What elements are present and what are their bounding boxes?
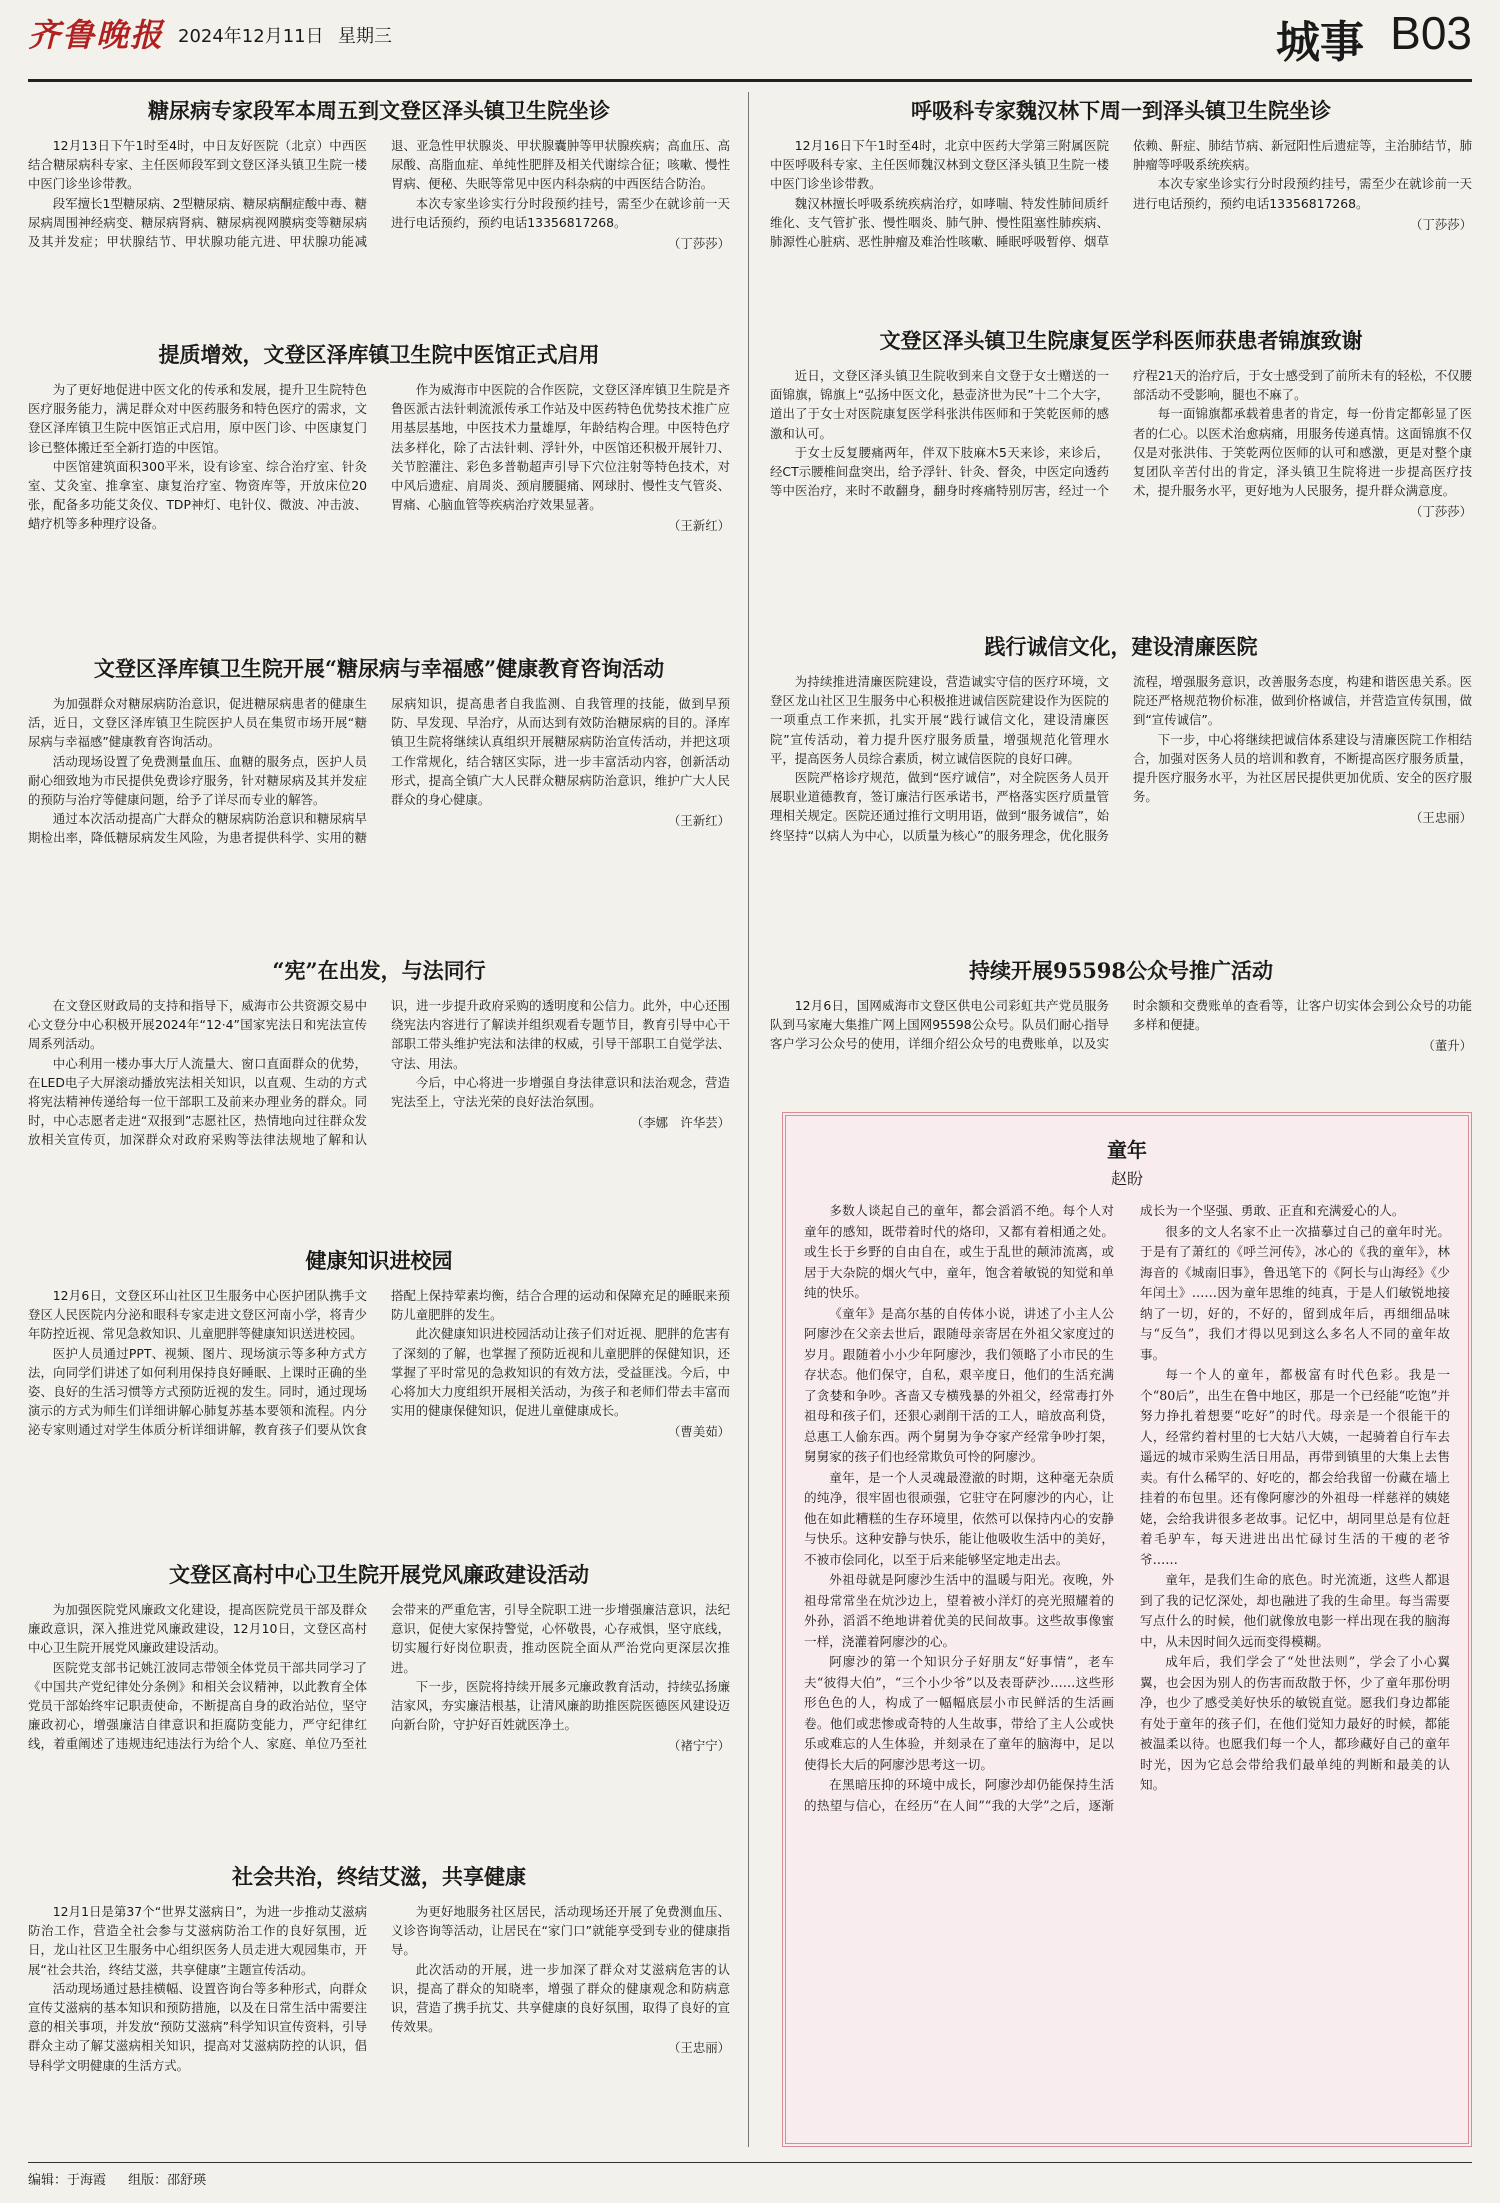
article-paragraph: 12月1日是第37个“世界艾滋病日”，为进一步推动艾滋病防治工作，营造全社会参与艾滋病防治工作的良好氛围，近日，龙山社区卫生服务中心组织医务人员走进大观园集市，开展“社会共治，终结艾滋，共享健康”主题宣传活动。 [28, 1904, 367, 1977]
article-title: 持续开展95598公众号推广活动 [968, 958, 1274, 983]
article-paragraph: 为加强医院党风廉政文化建设，提高医院党员干部及群众廉政意识，深入推进党风廉政建设，12月10日，文登区高村中心卫生院开展党风廉政建设活动。 [28, 1602, 367, 1656]
feature-paragraph: 外祖母就是阿廖沙生活中的温暖与阳光。夜晚，外祖母常常坐在炕沙边上，望着被小洋灯的亮光照耀着的外孙，滔滔不绝地讲着优美的民间故事。这些故事像蜜一样，浇灌着阿廖沙的心。 [804, 1572, 1114, 1649]
article-health-campus [28, 1246, 730, 1556]
article-author: （丁莎莎） [668, 236, 730, 252]
article-diabetes-expert [28, 96, 730, 336]
page-footer [28, 2162, 1472, 2194]
article-paragraph: 作为威海市中医院的合作医院，文登区泽库镇卫生院是齐鲁医派古法针刺流派传承工作站及中医药特色优势技术推广应用基层基地，中医技术力量雄厚，年龄结构合理。中医特色疗法多样化，除了古法针刺、浮针外，中医馆还积极开展针刀、关节腔灌注、彩色多普勒超声引导下穴位注射等特色技术，对中风后遗症、肩周炎、颈肩腰腿痛、网球肘、慢性支气管炎、胃痛、心脑血管等疾病治疗效果显著。 [391, 382, 730, 513]
article-author: （董升） [1422, 1038, 1472, 1054]
feature-byline: 赵盼 [1110, 1169, 1143, 1188]
newspaper-logo: 齐鲁晚报 [28, 16, 165, 54]
article-95598-promo [770, 956, 1472, 1102]
feature-paragraph: 很多的文人名家不止一次描摹过自己的童年时光。于是有了萧红的《呼兰河传》，冰心的《我的童年》，林海音的《城南旧事》，鲁迅笔下的《阿长与山海经》《少年闰土》……因为童年思维的纯真，于是人们敏锐地接纳了一切，好的，不好的，留到成年后，再细细品味与“反刍”，我们才得以见到这么多名人不同的童年故事。 [1140, 1223, 1450, 1362]
article-paragraph: 此次健康知识进校园活动让孩子们对近视、肥胖的危害有了深刻的了解，也掌握了预防近视和儿童肥胖的保健知识，还掌握了平时常见的急救知识的有效方法，受益匪浅。今后，中心将加大力度组织开展相关活动，为孩子和老师们带去丰富而实用的健康保健知识，促进儿童健康成长。 [391, 1326, 730, 1419]
article-body [770, 136, 1472, 251]
article-title: 文登区泽头镇卫生院康复医学科医师获患者锦旗致谢 [879, 328, 1363, 353]
article-paragraph: 医院严格诊疗规范，做到“医疗诚信”，对全院医务人员开展职业道德教育，签订廉洁行医承诺书，严格落实医疗质量管理相关规定。医院还通过推行文明用语，做到“服务诚信”，始终坚持“以病人为中心，以质量为核心”的服务理念，优化服务流程，增强服务意识，改善服务态度，构建和谐医患关系。医院还严格规范物价标准，做到价格诚信，并营造宣传氛围，做到“宣传诚信”。 [770, 674, 1472, 843]
article-author: （王忠丽） [668, 2040, 730, 2056]
article-author: （王新红） [668, 813, 730, 829]
article-paragraph: 12月6日，文登区环山社区卫生服务中心医护团队携手文登区人民医院内分泌和眼科专家走进文登区河南小学，将青少年防控近视、常见急救知识、儿童肥胖等健康知识送进校园。 [28, 1288, 367, 1342]
article-author: （王忠丽） [1410, 810, 1472, 826]
article-body [28, 380, 730, 536]
article-respiratory-expert [770, 96, 1472, 322]
feature-body [804, 1201, 1450, 1816]
article-paragraph: 于女士反复腰痛两年，伴双下肢麻木5天来诊，来诊后，经CT示腰椎间盘突出，给予浮针、针灸、督灸，中医定向透药等中医治疗，来时不敢翻身，翻身时疼痛特别厉害，经过一个疗程21天的治疗后，于女士感受到了前所未有的轻松，不仅腰部活动不受影响，腿也不麻了。 [770, 368, 1472, 499]
article-title: 呼吸科专家魏汉林下周一到泽头镇卫生院坐诊 [911, 98, 1331, 123]
article-paragraph: 活动现场通过悬挂横幅、设置咨询台等多种形式，向群众宣传艾滋病的基本知识和预防措施，以及在日常生活中需要注意的相关事项，并发放“预防艾滋病”科学知识宣传资料，引导群众主动了解艾滋病相关知识，提高对艾滋病防控的认识，倡导科学文明健康的生活方式。 [28, 1980, 367, 2073]
article-paragraph: 近日，文登区泽头镇卫生院收到来自文登于女士赠送的一面锦旗，锦旗上“弘扬中医文化，悬壶济世为民”十二个大字，道出了于女士对医院康复医学科张洪伟医师和于笑乾医师的感激和认可。 [770, 368, 1109, 441]
article-paragraph: 中心利用一楼办事大厅人流量大、窗口直面群众的优势，在LED电子大屏滚动播放宪法相关知识，以直观、生动的方式将宪法精神传递给每一位干部职工及前来办理业务的群众。同时，中心志愿者走进“双报到”志愿社区，热情地向过往群众发放相关宣传页，加深群众对政府采购等法律法规地了解和认识，进一步提升政府采购的透明度和公信力。此外，中心还围绕宪法内容进行了解读并组织观看专题节目，教育引导中心干部职工带头维护宪法和法律的权威，引导干部职工自觉学法、守法、用法。 [28, 998, 730, 1148]
article-body [28, 1600, 730, 1756]
article-paragraph: 医护人员通过PPT、视频、图片、现场演示等多种方式方法，向同学们讲述了如何利用保持良好睡眠、上课时正确的坐姿、良好的生活习惯等方式预防近视的发生。同时，通过现场演示的方式为师生们详细讲解心肺复苏基本要领和流程。内分泌专家则通过对学生体质分析详细讲解，教育孩子们要从饮食搭配上保持荤素均衡，结合合理的运动和保障充足的睡眠来预防儿童肥胖的发生。 [28, 1288, 730, 1438]
article-paragraph: 段军擅长1型糖尿病、2型糖尿病、糖尿病酮症酸中毒、糖尿病周围神经病变、糖尿病肾病、糖尿病视网膜病变等糖尿病及其并发症；甲状腺结节、甲状腺功能亢进、甲状腺功能减退、亚急性甲状腺炎、甲状腺囊肿等甲状腺疾病；高血压、高尿酸、高脂血症、单纯性肥胖及相关代谢综合征；咳嗽、慢性胃病、便秘、失眠等常见中医内科杂病的中西医结合防治。 [28, 138, 730, 250]
article-body [28, 1902, 730, 2075]
section-name: 城事 [1276, 17, 1364, 68]
article-body [770, 996, 1472, 1056]
article-author: （丁莎莎） [1410, 216, 1472, 232]
article-body [28, 996, 730, 1150]
article-paragraph: 12月6日，国网威海市文登区供电公司彩虹共产党员服务队到马家庵大集推广网上国网95598公众号。队员们耐心指导客户学习公众号的使用，详细介绍公众号的电费账单，以及实时余额和交费账单的查看等，让客户切实体会到公众号的功能多样和便捷。 [770, 998, 1472, 1052]
editor-credit: 编辑：于海霞 [28, 2173, 107, 2188]
article-paragraph: 每一面锦旗都承载着患者的肯定，每一份肯定都彰显了医者的仁心。以医术治愈病痛，用服务传递真情。这面锦旗不仅仅是对张洪伟、于笑乾两位医师的认可和感激，更是对整个康复团队辛苦付出的肯定，泽头镇卫生院将进一步提高医疗技术，提升服务水平，更好地为人民服务，提升群众满意度。 [1133, 406, 1472, 499]
article-paragraph: 为更好地服务社区居民，活动现场还开展了免费测血压、义诊咨询等活动，让居民在“家门口”就能享受到专业的健康指导。 [391, 1904, 730, 1958]
issue-weekday: 星期三 [338, 26, 392, 47]
article-paragraph: 为加强群众对糖尿病防治意识，促进糖尿病患者的健康生活，近日，文登区泽库镇卫生院医护人员在集贸市场开展“糖尿病与幸福感”健康教育咨询活动。 [28, 696, 367, 750]
article-body [770, 366, 1472, 522]
feature-paragraph: 成年后，我们学会了“处世法则”，学会了小心翼翼，也会因为别人的伤害而敌散于怀，少了童年那份明净，也少了感受美好快乐的敏锐直觉。愿我们身边都能有处于童年的孩子们，在他们觉知力最好的时候，都能被温柔以待。也愿我们每一个人，都珍藏好自己的童年时光，因为它总会带给我们最单纯的判断和最美的认知。 [1140, 1654, 1450, 1792]
layout-credit: 组版：邵舒瑛 [128, 2173, 207, 2188]
article-rehab-banner [770, 326, 1472, 628]
article-paragraph: 今后，中心将进一步增强自身法律意识和法治观念，营造宪法至上，守法光荣的良好法治氛围。 [391, 1074, 730, 1110]
feature-paragraph: 阿廖沙的第一个知识分子好朋友“好事情”，老车夫“彼得大伯”，“三个小少爷”以及表哥萨沙……这些形形色色的人，构成了一幅幅底层小市民鲜活的生活画卷。他们或悲惨或奇特的人生故事，带给了主人公或快乐或难忘的人生体验，并刻录在了童年的脑海中，足以使得长大后的阿廖沙思考这一切。 [804, 1654, 1114, 1772]
article-body [28, 1286, 730, 1442]
feature-paragraph: 在黑暗压抑的环境中成长，阿廖沙却仍能保持生活的热望与信心，在经历“在人间”“我的大学”之后，逐渐成长为一个坚强、勇敢、正直和充满爱心的人。 [804, 1203, 1405, 1813]
article-body [28, 136, 730, 253]
feature-paragraph: 多数人谈起自己的童年，都会滔滔不绝。每个人对童年的感知，既带着时代的烙印，又都有着相通之处。或生长于乡野的自由自在，或生于乱世的颠沛流离，或居于大杂院的烟火气中，童年，饱含着敏锐的知觉和单纯的快乐。 [804, 1203, 1114, 1300]
article-paragraph: 下一步，医院将持续开展多元廉政教育活动，持续弘扬廉洁家风，夯实廉洁根基，让清风廉韵助推医院医德医风建设迈向新台阶，守护好百姓就医净土。 [391, 1678, 730, 1733]
article-paragraph: 12月16日下午1时至4时，北京中医药大学第三附属医院中医呼吸科专家、主任医师魏汉林到文登区泽头镇卫生院一楼中医门诊坐诊带教。 [770, 138, 1109, 192]
article-body [770, 672, 1472, 845]
article-title: 社会共治，终结艾滋，共享健康 [232, 1864, 526, 1889]
article-title: 践行诚信文化，建设清廉医院 [984, 634, 1258, 659]
article-paragraph: 医院党支部书记姚江波同志带领全体党员干部共同学习了《中国共产党纪律处分条例》和相关会议精神，以此教育全体党员干部始终牢记职责使命，不断提高自身的政治站位，坚守廉政初心，增强廉洁自律意识和拒腐防变能力，严守纪律红线，着重阐述了违规违纪违法行为给个人、家庭、单位乃至社会带来的严重危害，引导全院职工进一步增强廉洁意识，法纪意识，促使大家保持警觉，心怀敬畏，心存戒惧，坚守底线，切实履行好岗位职责，推动医院全面从严治党向更深层次推进。 [28, 1602, 730, 1752]
feature-title: 童年 [1107, 1138, 1147, 1162]
article-paragraph: 通过本次活动提高广大群众的糖尿病防治意识和糖尿病早期检出率，降低糖尿病发生风险，为患者提供科学、实用的糖尿病知识，提高患者自我监测、自我管理的技能，做到早预防、早发现、早治疗，从而达到有效防治糖尿病的目的。泽库镇卫生院将继续认真组织开展糖尿病防治宣传活动，并把这项工作常规化，结合辖区实际，进一步丰富活动内容，创新活动形式，提高全镇广大人民群众糖尿病防治意识，维护广大人民群众的身心健康。 [28, 696, 730, 846]
article-constitution [28, 956, 730, 1242]
article-author: （丁莎莎） [1410, 504, 1472, 520]
article-title: 文登区泽库镇卫生院开展“糖尿病与幸福感”健康教育咨询活动 [93, 656, 665, 681]
article-paragraph: 活动现场设置了免费测量血压、血糖的服务点，医护人员耐心细致地为市民提供免费诊疗服务，针对糖尿病及其并发症的预防与治疗等健康问题，给予了详尽而专业的解答。 [28, 753, 367, 808]
article-title: 糖尿病专家段军本周五到文登区泽头镇卫生院坐诊 [148, 98, 610, 123]
article-body [28, 694, 730, 848]
masthead [28, 0, 1472, 82]
feature-paragraph: 童年，是我们生命的底色。时光流逝，这些人都退到了我的记忆深处，却也融进了我的生命里。每当需要写点什么的时候，他们就像放电影一样出现在我的脑海中，从未因时间久远而变得模糊。 [1140, 1572, 1450, 1649]
article-integrity-hospital [770, 632, 1472, 952]
feature-paragraph: 每一个人的童年，都极富有时代色彩。我是一个“80后”，出生在鲁中地区，那是一个已经能“吃饱”并努力挣扎着想要“吃好”的时代。母亲是一个很能干的人，经常约着村里的七大姑八大姨，一起骑着自行车去遥远的城市采购生活日用品，再带到镇里的大集上去售卖。有什么稀罕的、好吃的，都会给我留一份藏在墙上挂着的布包里。还有像阿廖沙的外祖母一样慈祥的姨姥姥，会给我讲很多老故事。记忆中，胡同里总是有位赶着毛驴车，每天进进出出忙碌讨生活的干瘦的老爷爷…… [1140, 1367, 1450, 1567]
article-aids-day [28, 1862, 730, 2152]
article-paragraph: 本次专家坐诊实行分时段预约挂号，需至少在就诊前一天进行电话预约，预约电话13356817268。 [391, 195, 730, 230]
article-author: （李娜 许华芸） [630, 1115, 730, 1131]
article-title: “宪”在出发，与法同行 [272, 958, 486, 983]
article-diabetes-happiness [28, 654, 730, 952]
article-paragraph: 魏汉林擅长呼吸系统疾病治疗，如哮喘、特发性肺间质纤维化、支气管扩张、慢性咽炎、肺气肿、慢性阻塞性肺疾病、肺源性心脏病、恶性肿瘤及难治性咳嗽、睡眠呼吸暂停、烟草依赖、鼾症、肺结节病、新冠阳性后遗症等，主治肺结节，肺肿瘤等呼吸系统疾病。 [770, 138, 1472, 250]
article-title: 健康知识进校园 [305, 1248, 453, 1273]
article-paragraph: 中医馆建筑面积300平米，设有诊室、综合治疗室、针灸室、艾灸室、推拿室、康复治疗室、物资库等，开放床位20张，配备多功能艾灸仪、TDP神灯、电针仪、微波、冲击波、蜡疗机等多种理疗设备。 [28, 458, 367, 532]
article-author: （曹美茹） [668, 1424, 730, 1440]
article-title: 提质增效，文登区泽库镇卫生院中医馆正式启用 [158, 342, 600, 367]
article-anti-corruption [28, 1560, 730, 1858]
article-paragraph: 为了更好地促进中医文化的传承和发展，提升卫生院特色医疗服务能力，满足群众对中医药服务和特色医疗的需求，文登区泽库镇卫生院中医馆正式启用，原中医门诊、中医康复门诊已整体搬迁至全新打造的中医馆。 [28, 382, 367, 455]
article-paragraph: 此次活动的开展，进一步加深了群众对艾滋病危害的认识，提高了群众的知晓率，增强了群众的健康观念和防病意识，营造了携手抗艾、共享健康的良好氛围，取得了良好的宣传效果。 [391, 1961, 730, 2035]
article-paragraph: 为持续推进清廉医院建设，营造诚实守信的医疗环境，文登区龙山社区卫生服务中心积极推进诚信医院建设作为医院的一项重点工作来抓，扎实开展“践行诚信文化，建设清廉医院”宣传活动，着力提升医疗服务质量，增强规范化管理水平，提高医务人员综合素质，树立诚信医院的良好口碑。 [770, 674, 1109, 766]
issue-date: 2024年12月11日 [178, 26, 324, 47]
article-paragraph: 在文登区财政局的支持和指导下，威海市公共资源交易中心文登分中心积极开展2024年“12·4”国家宪法日和宪法宣传周系列活动。 [28, 998, 367, 1052]
article-paragraph: 12月13日下午1时至4时，中日友好医院（北京）中西医结合糖尿病科专家、主任医师段军到文登区泽头镇卫生院一楼中医门诊坐诊带教。 [28, 138, 367, 192]
article-title: 文登区高村中心卫生院开展党风廉政建设活动 [169, 1562, 589, 1587]
article-paragraph: 本次专家坐诊实行分时段预约挂号，需至少在就诊前一天进行电话预约，预约电话13356817268。 [1133, 176, 1472, 211]
column-divider [748, 92, 749, 2147]
feature-paragraph: 《童年》是高尔基的自传体小说，讲述了小主人公阿廖沙在父亲去世后，跟随母亲寄居在外祖父家度过的岁月。跟随着小小少年阿廖沙，我们领略了小市民的生存状态。他们保守，自私，艰辛度日，他们的生活充满了贪婪和争吵。吝啬又专横残暴的外祖父，经常毒打外祖母和孩子们，还狠心剥削干活的工人，暗放高利贷，总惠工人偷东西。两个舅舅为争夺家产经常争吵打架，舅舅家的孩子们也经常欺负可怜的阿廖沙。 [804, 1305, 1114, 1464]
feature-essay-box [782, 1112, 1472, 2147]
article-paragraph: 下一步，中心将继续把诚信体系建设与清廉医院工作相结合，加强对医务人员的培训和教育，不断提高医疗服务质量，提升医疗服务水平，为社区居民提供更加优质、安全的医疗服务。 [1133, 731, 1472, 805]
article-tcm-hall [28, 340, 730, 650]
page-number: B03 [1390, 7, 1472, 59]
article-author: （王新红） [668, 518, 730, 534]
feature-paragraph: 童年，是一个人灵魂最澄澈的时期，这种毫无杂质的纯净，很牢固也很顽强，它驻守在阿廖沙的内心，让他在如此糟糕的生存环境里，依然可以保持内心的安静与快乐。这种安静与快乐，能让他吸收生活中的美好，不被市侩同化，以至于后来能够坚定地走出去。 [804, 1469, 1114, 1567]
article-author: （褚宁宁） [668, 1738, 730, 1754]
